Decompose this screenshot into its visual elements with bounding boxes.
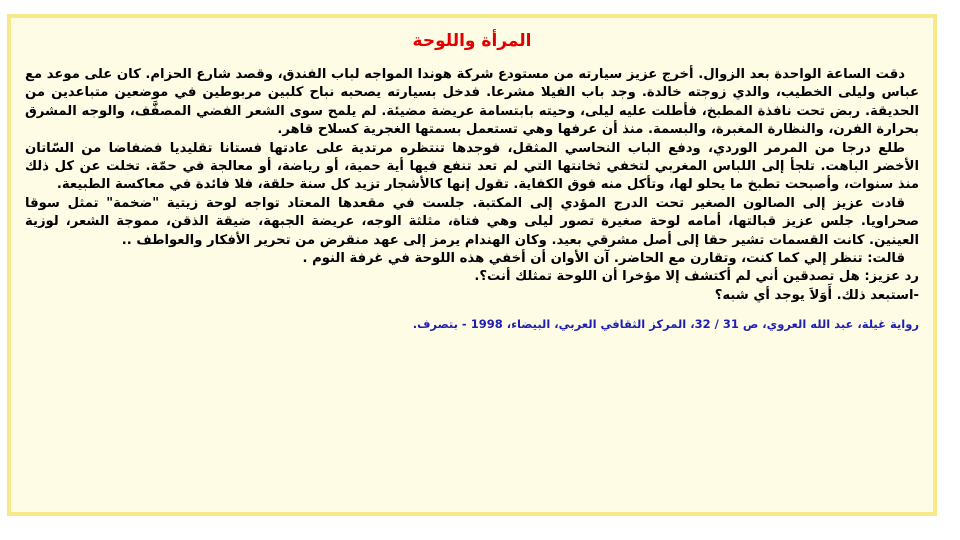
- dialogue-line-2: رد عزيز: هل تصدقين أني لم أكتشف إلا مؤخرا أن اللوحة تمثلك أنت؟.: [474, 269, 919, 285]
- paragraph-1: دقت الساعة الواحدة بعد الزوال. أخرج عزيز سيارته من مستودع شركة هوندا المواجه لباب الفندق، وقصد شارع الحزام. كان على موعد مع عباس وليلى الخطيب، والدي زوجته خالدة. وجد باب الفيلا مشرعا. فدخل بسيارته يصحبه نباح كلبين مربوطين في موضعين متباعدين من الحديقة. ربض تحت نافذة المطبخ، فأطلت عليه ليلى، وحيته بابتسامة عريضة مضيئة. لم يلمح سوى الشعر الفضي المصفَّف، والوجه المشرق بحرارة الفرن، والنظارة المغبرة، والبسمة. منذ أن عرفها وهي تستعمل بسمتها الغجرية كسلاح قاهر.: [25, 67, 919, 138]
- document-frame: [7, 14, 937, 516]
- paragraph-3: قادت عزيز إلى الصالون الصغير تحت الدرج المؤدي إلى المكتبة. جلست في مقعدها المعتاد تواجه لوحة زيتية "ضخمة" تمثل سوقا صحراويا. جلس عزيز قبالتها، أمامه لوحة صغيرة تصور ليلى وهي فتاة، مثلثة الوجه، عريضة الجبهة، ضيقة الذقن، مموجة الشعر، لوزية العينين. كانت القسمات تشير حقا إلى أصل مشرقي بعيد. وكان الهندام يرمز إلى عهد منقرض من تحرير الأفكار والعواطف ..: [25, 195, 919, 248]
- dialogue-line-3: -استبعد ذلك. أَوَلاَ يوجد أي شبه؟: [714, 287, 919, 303]
- dialogue-line-1: قالت: تنظر إلي كما كنت، وتقارن مع الحاضر. آن الأوان أن أخفي هذه اللوحة في غرفة النوم .: [302, 251, 905, 267]
- document-title: المرأة واللوحة: [412, 31, 532, 51]
- paragraph-2: طلع درجا من المرمر الوردي، ودفع الباب النحاسي المثقل، فوجدها تنتظره مرتدية على عادتها فستانا تقليديا فضفاضا من السّاتان الأخضر الباهت. تلجأ إلى اللباس المغربي لتخفي ثخانتها التي لم تعد تنفع فيها أية حمية، أو رياضة، أو معالجة في حمّة. تخلت عن كل ذلك منذ سنوات، وأصبحت تطبخ ما يحلو لها، وتأكل منه فوق الكفاية. تقول إنها كالأشجار تزيد كل سنة حلقة، فلا فائدة في معاكسة الطبيعة.: [25, 140, 919, 193]
- source-citation: رواية غيلة، عبد الله العروي، ص 31 / 32، المركز الثقافي العربي، البيضاء، 1998 - بتصرف.: [412, 317, 919, 332]
